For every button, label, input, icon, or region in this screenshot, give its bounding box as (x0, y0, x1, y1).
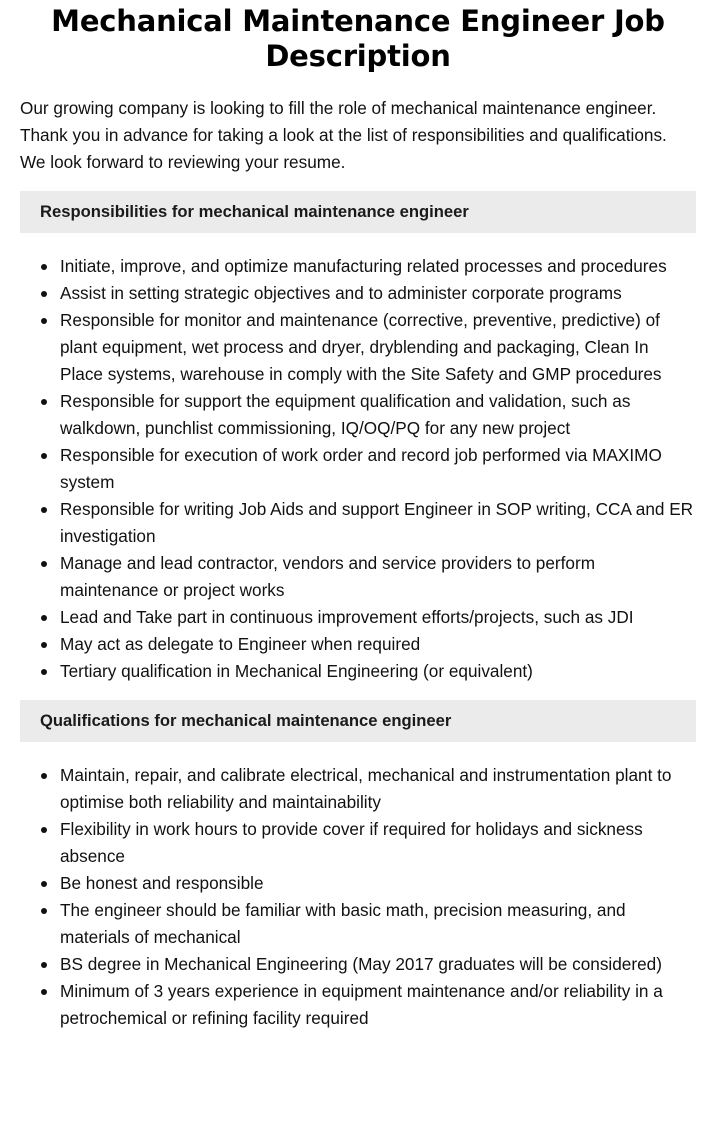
bullet-icon (41, 908, 47, 914)
bullet-icon (41, 881, 47, 887)
bullet-icon (41, 669, 47, 675)
qualifications-section (20, 700, 696, 1032)
list-item (20, 978, 696, 1032)
list-item-text: Be honest and responsible (60, 873, 264, 893)
page-title: Mechanical Maintenance Engineer Job Description (51, 4, 665, 73)
list-item-text: Initiate, improve, and optimize manufacturing related processes and procedures (60, 256, 667, 276)
list-item-text: May act as delegate to Engineer when required (60, 634, 421, 654)
list-item (20, 496, 696, 550)
bullet-icon (41, 642, 47, 648)
bullet-icon (41, 615, 47, 621)
list-item (20, 388, 696, 442)
bullet-icon (41, 399, 47, 405)
bullet-icon (41, 318, 47, 324)
intro-paragraph: Our growing company is looking to fill the role of mechanical maintenance engineer. Thank you in advance for taking a look at the list of responsibilities and qualifications. We look forward to reviewing your resume. (20, 98, 667, 172)
bullet-icon (41, 561, 47, 567)
list-item-text: The engineer should be familiar with basic math, precision measuring, and materials of mechanical (60, 900, 626, 947)
list-item-text: Responsible for monitor and maintenance (corrective, preventive, predictive) of plant equipment, wet process and dryer, dryblending and packaging, Clean In Place systems, warehouse in comply with the Site Safety and GMP procedures (60, 310, 662, 384)
list-item-text: Maintain, repair, and calibrate electrical, mechanical and instrumentation plant to optimise both reliability and maintainability (60, 765, 672, 812)
list-item (20, 280, 696, 307)
bullet-icon (41, 989, 47, 995)
list-item-text: Flexibility in work hours to provide cover if required for holidays and sickness absence (60, 819, 643, 866)
list-item (20, 442, 696, 496)
responsibilities-section (20, 191, 696, 685)
list-item (20, 897, 696, 951)
qualifications-list (20, 762, 696, 1032)
list-item-text: Minimum of 3 years experience in equipment maintenance and/or reliability in a petrochemical or refining facility required (60, 981, 663, 1028)
list-item-text: Responsible for support the equipment qualification and validation, such as walkdown, punchlist commissioning, IQ/OQ/PQ for any new project (60, 391, 631, 438)
list-item-text: BS degree in Mechanical Engineering (May 2017 graduates will be considered) (60, 954, 662, 974)
list-item-text: Assist in setting strategic objectives and to administer corporate programs (60, 283, 622, 303)
list-item-text: Responsible for execution of work order and record job performed via MAXIMO system (60, 445, 662, 492)
bullet-icon (41, 962, 47, 968)
list-item (20, 604, 696, 631)
responsibilities-heading: Responsibilities for mechanical maintenance engineer (20, 191, 696, 233)
list-item (20, 253, 696, 280)
bullet-icon (41, 291, 47, 297)
bullet-icon (41, 827, 47, 833)
bullet-icon (41, 264, 47, 270)
list-item-text: Responsible for writing Job Aids and support Engineer in SOP writing, CCA and ER investigation (60, 499, 694, 546)
qualifications-heading: Qualifications for mechanical maintenance engineer (20, 700, 696, 742)
list-item (20, 550, 696, 604)
list-item-text: Manage and lead contractor, vendors and service providers to perform maintenance or project works (60, 553, 596, 600)
list-item (20, 631, 696, 658)
responsibilities-list (20, 253, 696, 685)
bullet-icon (41, 507, 47, 513)
list-item (20, 951, 696, 978)
list-item-text: Lead and Take part in continuous improvement efforts/projects, such as JDI (60, 607, 634, 627)
list-item (20, 870, 696, 897)
job-description-page (20, 0, 696, 1032)
bullet-icon (41, 773, 47, 779)
bullet-icon (41, 453, 47, 459)
list-item (20, 762, 696, 816)
list-item-text: Tertiary qualification in Mechanical Engineering (or equivalent) (60, 661, 533, 681)
list-item (20, 307, 696, 388)
list-item (20, 816, 696, 870)
list-item (20, 658, 696, 685)
